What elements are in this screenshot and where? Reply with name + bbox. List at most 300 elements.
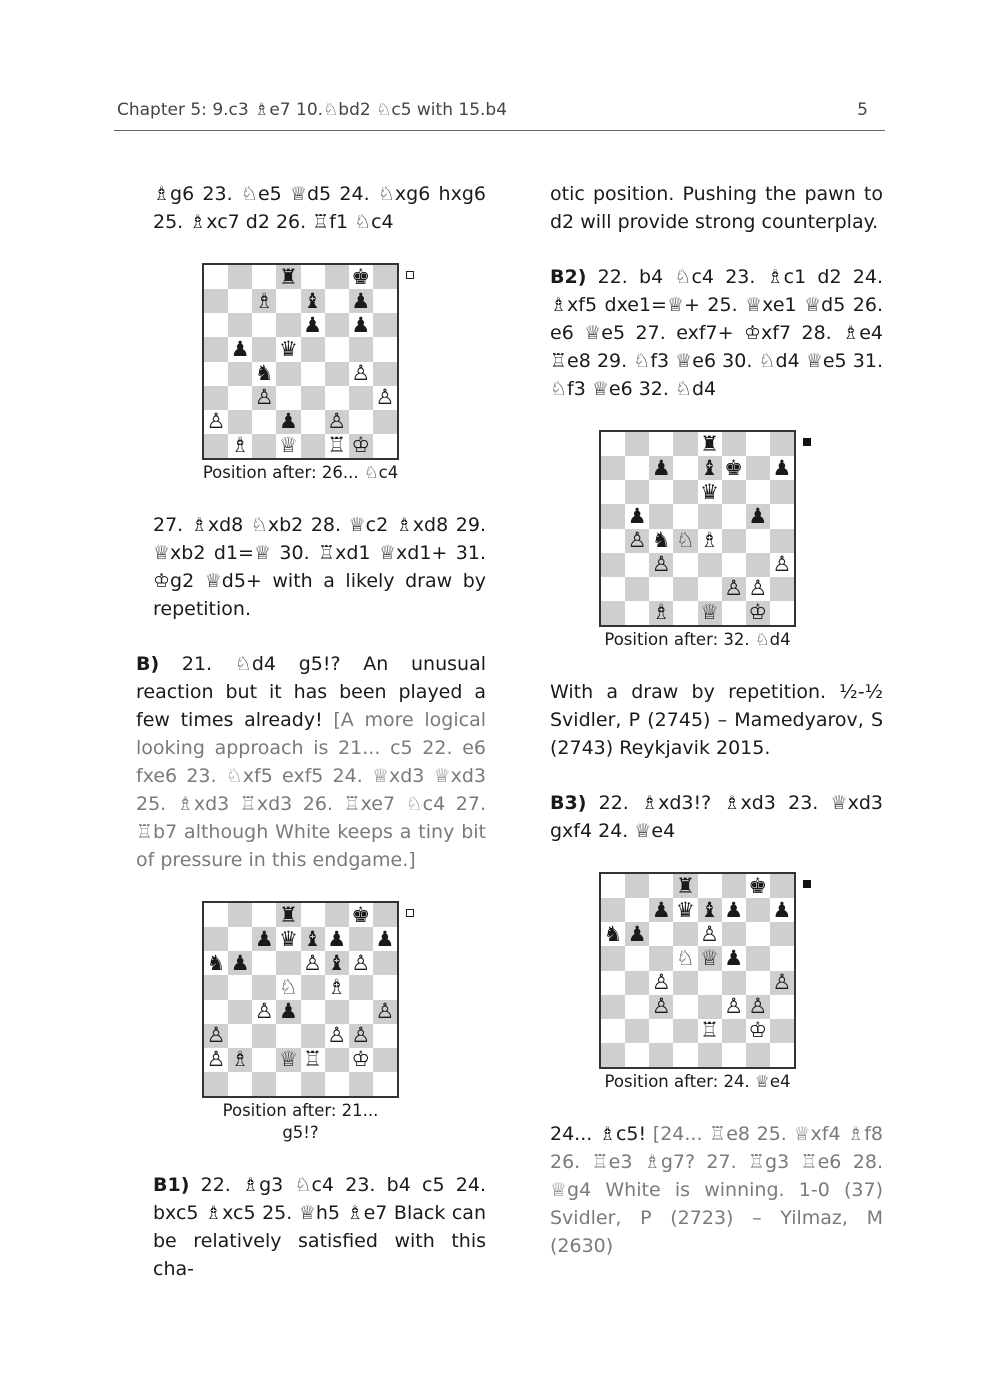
board-square [625,601,649,625]
board-square [673,480,697,504]
page-number: 5 [857,100,868,120]
board-square [625,874,649,898]
board-square [252,1072,276,1096]
board-square [228,1072,252,1096]
move-text: ♗g6 23. ♘e5 ♕d5 24. ♘xg6 hxg6 25. ♗xc7 d2 26. ♖f1 ♘c4 [153,183,486,233]
white-bishop-icon: ♗ [325,975,349,999]
board-square [325,289,349,313]
white-queen-icon: ♕ [276,434,300,458]
board-square [204,434,228,458]
board-square [349,927,373,951]
annotation-note: [24... ♖e8 25. ♕xf4 ♗f8 26. ♖e3 ♗g7? 27. ♖g3 ♖e6 28. ♕g4 White is winning. 1-0 (37) Svidler, P (2723) – Yilmaz, M (2630) [550,1123,884,1257]
board-square [373,434,397,458]
black-knight-icon: ♞ [649,529,673,553]
board-square [770,480,794,504]
variation-label: B) [136,653,160,675]
diagram-figure [202,901,486,1144]
black-rook-icon: ♜ [698,432,722,456]
board-square [228,410,252,434]
board-square [601,529,625,553]
white-bishop-icon: ♗ [228,434,252,458]
board-square [601,577,625,601]
board-square [746,971,770,995]
board-square [673,1019,697,1043]
board-square [601,995,625,1019]
white-pawn-icon: ♙ [746,577,770,601]
board-square [204,386,228,410]
right-column [550,180,883,1287]
board-square [673,971,697,995]
white-pawn-icon: ♙ [325,410,349,434]
chapter-title: Chapter 5: 9.c3 ♗e7 10.♘bd2 ♘c5 with 15.b4 [117,100,508,120]
board-square [252,313,276,337]
board-square [301,410,325,434]
white-bishop-icon: ♗ [698,529,722,553]
board-square [373,337,397,361]
black-pawn-icon: ♟ [373,927,397,951]
black-pawn-icon: ♟ [252,927,276,951]
board-square [625,971,649,995]
black-pawn-icon: ♟ [325,927,349,951]
white-pawn-icon: ♙ [649,553,673,577]
diagram-caption: Position after: 24. ♕e4 [604,1072,791,1091]
white-king-icon: ♔ [349,1048,373,1072]
variation-label: B1) [153,1174,190,1196]
white-pawn-icon: ♙ [649,995,673,1019]
board-square [301,386,325,410]
board-square [770,529,794,553]
board-square [673,504,697,528]
diagram-caption: Position after: 32. ♘d4 [604,630,791,649]
white-queen-icon: ♕ [698,946,722,970]
white-pawn-icon: ♙ [301,951,325,975]
annotation-note: [A more logical looking approach is 21... c5 22. e6 fxe6 23. ♘xf5 exf5 24. ♕xd3 ♕xd3 25. ♗xd3 ♖xd3 26. ♖xe7 ♘c4 27. ♖b7 although White keeps a tiny bit of pressure in this endgame.] [136,709,486,871]
board-square [276,1072,300,1096]
white-knight-icon: ♘ [276,975,300,999]
board-square [349,1072,373,1096]
board-square [252,1048,276,1072]
chess-board [202,263,399,460]
board-square [204,1000,228,1024]
white-knight-icon: ♘ [673,529,697,553]
variation-text: 22. ♗g3 ♘c4 23. b4 c5 24. bxc5 ♗xc5 25. ♕h5 ♗e7 Black can be relatively satisfied with this cha- [153,1174,486,1280]
board-square [649,946,673,970]
board-square [228,975,252,999]
diagram-caption: Position after: 26... ♘c4 [202,463,399,482]
black-king-icon: ♚ [722,456,746,480]
board-square [770,946,794,970]
board-square [276,386,300,410]
board-square [204,975,228,999]
diagram-caption: Position after: 21... g5!? [222,1101,379,1142]
board-square [325,362,349,386]
board-square [625,946,649,970]
black-bishop-icon: ♝ [301,927,325,951]
board-square [228,313,252,337]
black-pawn-icon: ♟ [276,1000,300,1024]
board-square [301,1024,325,1048]
board-square [649,1043,673,1067]
board-square [252,903,276,927]
board-square [770,1043,794,1067]
variation-b [136,650,486,874]
white-rook-icon: ♖ [325,434,349,458]
board-square [325,1000,349,1024]
white-king-icon: ♔ [746,1019,770,1043]
board-square [746,898,770,922]
black-pawn-icon: ♟ [625,504,649,528]
board-square [373,289,397,313]
board-square [373,410,397,434]
board-square [228,1024,252,1048]
white-pawn-icon: ♙ [722,995,746,1019]
black-king-icon: ♚ [746,874,770,898]
board-square [325,337,349,361]
black-to-move-icon [803,880,811,888]
chess-board [202,901,399,1098]
board-square [625,432,649,456]
black-rook-icon: ♜ [276,903,300,927]
board-square [746,922,770,946]
black-pawn-icon: ♟ [649,898,673,922]
board-square [746,553,770,577]
board-square [770,432,794,456]
board-square [276,289,300,313]
white-pawn-icon: ♙ [698,922,722,946]
board-square [722,874,746,898]
board-square [349,386,373,410]
board-square [349,975,373,999]
black-pawn-icon: ♟ [276,410,300,434]
board-square [252,337,276,361]
board-square [698,995,722,1019]
board-square [228,927,252,951]
board-square [204,1072,228,1096]
white-pawn-icon: ♙ [349,362,373,386]
board-square [673,577,697,601]
board-square [625,995,649,1019]
board-square [204,289,228,313]
board-square [625,1019,649,1043]
board-square [698,577,722,601]
board-square [770,995,794,1019]
board-square [325,1072,349,1096]
white-bishop-icon: ♗ [228,1048,252,1072]
board-square [746,1043,770,1067]
black-king-icon: ♚ [349,903,373,927]
board-square [698,553,722,577]
board-square [673,432,697,456]
black-queen-icon: ♛ [276,337,300,361]
board-square [722,529,746,553]
black-bishop-icon: ♝ [301,289,325,313]
white-pawn-icon: ♙ [252,1000,276,1024]
board-square [301,337,325,361]
board-square [276,362,300,386]
result-text: With a draw by repetition. ½-½ Svidler, P (2745) – Mamedyarov, S (2743) Reykjavik 2015. [550,681,883,759]
board-square [204,265,228,289]
board-square [325,1048,349,1072]
board-square [722,553,746,577]
board-square [673,1043,697,1067]
board-square [649,874,673,898]
board-square [252,410,276,434]
black-queen-icon: ♛ [698,480,722,504]
chess-board [599,430,796,627]
board-square [722,432,746,456]
black-pawn-icon: ♟ [349,313,373,337]
board-square [601,456,625,480]
black-bishop-icon: ♝ [325,951,349,975]
board-square [649,577,673,601]
board-square [204,313,228,337]
variation-b2 [550,263,883,403]
board-square [276,951,300,975]
board-square [601,553,625,577]
diagram-figure [202,263,486,484]
black-pawn-icon: ♟ [301,313,325,337]
board-square [228,289,252,313]
board-square [625,480,649,504]
board-square [373,1024,397,1048]
variation-text: 22. b4 ♘c4 23. ♗c1 d2 24. ♗xf5 dxe1=♕+ 25. ♕xe1 ♕d5 26. e6 ♕e5 27. exf7+ ♔xf7 28. ♗e4 ♖e8 29. ♘f3 ♕e6 30. ♘d4 ♕e5 31. ♘f3 ♕e6 32. ♘d4 [550,266,883,400]
board-square [625,456,649,480]
board-square [373,313,397,337]
black-pawn-icon: ♟ [770,898,794,922]
board-square [649,922,673,946]
board-square [722,1019,746,1043]
white-bishop-icon: ♗ [649,601,673,625]
move-text: otic position. Pushing the pawn to d2 will provide strong counterplay. [550,183,883,233]
white-to-move-icon [406,909,414,917]
white-pawn-icon: ♙ [349,1024,373,1048]
white-king-icon: ♔ [746,601,770,625]
white-knight-icon: ♘ [673,946,697,970]
black-knight-icon: ♞ [204,951,228,975]
variation-text: 21. ♘d4 g5!? An unusual reaction but it has been played a few times already! [136,653,486,731]
board-square [601,601,625,625]
board-square [228,386,252,410]
board-square [722,971,746,995]
board-square [204,927,228,951]
board-square [601,504,625,528]
board-square [601,1019,625,1043]
black-queen-icon: ♛ [276,927,300,951]
board-grid [204,265,397,458]
board-grid [601,874,794,1067]
board-square [649,504,673,528]
white-rook-icon: ♖ [301,1048,325,1072]
black-pawn-icon: ♟ [649,456,673,480]
board-square [746,946,770,970]
board-square [770,504,794,528]
board-square [722,922,746,946]
black-pawn-icon: ♟ [746,504,770,528]
black-pawn-icon: ♟ [228,951,252,975]
board-square [673,995,697,1019]
board-square [228,1000,252,1024]
diagram-figure [599,872,883,1093]
black-rook-icon: ♜ [673,874,697,898]
board-square [770,577,794,601]
variation-label: B2) [550,266,587,288]
white-pawn-icon: ♙ [252,386,276,410]
board-square [252,265,276,289]
black-queen-icon: ♛ [673,898,697,922]
black-king-icon: ♚ [349,265,373,289]
board-square [325,265,349,289]
board-square [228,265,252,289]
chess-board [599,872,796,1069]
black-to-move-icon [803,438,811,446]
black-bishop-icon: ♝ [698,898,722,922]
white-pawn-icon: ♙ [204,1024,228,1048]
board-square [349,1000,373,1024]
board-square [601,898,625,922]
running-header [117,100,884,128]
white-pawn-icon: ♙ [770,971,794,995]
board-square [673,922,697,946]
white-pawn-icon: ♙ [373,386,397,410]
white-rook-icon: ♖ [698,1019,722,1043]
board-square [722,504,746,528]
board-square [649,480,673,504]
board-square [301,362,325,386]
board-square [746,432,770,456]
board-square [252,434,276,458]
board-square [601,1043,625,1067]
board-square [770,1019,794,1043]
board-square [276,1024,300,1048]
white-to-move-icon [406,271,414,279]
board-square [601,432,625,456]
black-pawn-icon: ♟ [349,289,373,313]
black-bishop-icon: ♝ [698,456,722,480]
board-square [698,504,722,528]
board-square [252,975,276,999]
variation-b1 [136,1171,486,1283]
board-square [373,265,397,289]
white-pawn-icon: ♙ [349,951,373,975]
board-square [204,337,228,361]
board-square [373,1072,397,1096]
board-square [649,1019,673,1043]
board-square [673,456,697,480]
white-queen-icon: ♕ [276,1048,300,1072]
white-pawn-icon: ♙ [625,529,649,553]
white-pawn-icon: ♙ [770,553,794,577]
white-pawn-icon: ♙ [722,577,746,601]
board-square [625,577,649,601]
board-grid [204,903,397,1096]
board-square [373,1048,397,1072]
board-square [673,553,697,577]
diagram-figure [599,430,883,651]
board-square [349,410,373,434]
board-square [770,601,794,625]
board-square [228,903,252,927]
black-pawn-icon: ♟ [770,456,794,480]
move-text: 27. ♗xd8 ♘xb2 28. ♕c2 ♗xd8 29. ♕xb2 d1=♕ 30. ♖xd1 ♕xd1+ 31. ♔g2 ♕d5+ with a likely draw by repetition. [153,514,486,620]
board-square [746,529,770,553]
board-square [301,1000,325,1024]
board-square [601,971,625,995]
black-pawn-icon: ♟ [625,922,649,946]
white-pawn-icon: ♙ [649,971,673,995]
board-square [325,386,349,410]
white-pawn-icon: ♙ [204,410,228,434]
white-queen-icon: ♕ [698,601,722,625]
board-square [228,362,252,386]
board-square [301,975,325,999]
board-square [301,903,325,927]
variation-label: B3) [550,792,587,814]
white-king-icon: ♔ [349,434,373,458]
black-rook-icon: ♜ [276,265,300,289]
board-square [601,874,625,898]
board-square [349,337,373,361]
board-square [301,265,325,289]
board-square [770,922,794,946]
board-square [746,480,770,504]
board-square [373,903,397,927]
board-square [252,951,276,975]
board-square [204,362,228,386]
white-pawn-icon: ♙ [325,1024,349,1048]
board-grid [601,432,794,625]
board-square [373,951,397,975]
board-square [601,946,625,970]
left-column [136,180,486,1310]
board-square [204,903,228,927]
variation-text: 22. ♗xd3!? ♗xd3 23. ♕xd3 gxf4 24. ♕e4 [550,792,883,842]
board-square [301,1072,325,1096]
board-square [625,553,649,577]
white-pawn-icon: ♙ [373,1000,397,1024]
move-text: 24... ♗c5! [550,1123,653,1145]
black-knight-icon: ♞ [601,922,625,946]
black-knight-icon: ♞ [252,362,276,386]
board-square [673,601,697,625]
black-pawn-icon: ♟ [722,898,746,922]
board-square [746,456,770,480]
board-square [722,1043,746,1067]
board-square [325,903,349,927]
white-pawn-icon: ♙ [746,995,770,1019]
board-square [625,898,649,922]
white-pawn-icon: ♙ [204,1048,228,1072]
header-rule [114,130,885,131]
board-square [301,434,325,458]
board-square [698,971,722,995]
board-square [373,362,397,386]
board-square [373,975,397,999]
board-square [325,313,349,337]
board-square [625,1043,649,1067]
board-square [649,432,673,456]
board-square [698,874,722,898]
variation-b3 [550,789,883,845]
board-square [601,480,625,504]
board-square [698,1043,722,1067]
board-square [276,313,300,337]
black-pawn-icon: ♟ [722,946,746,970]
continuation-text [550,1120,883,1260]
board-square [722,480,746,504]
white-bishop-icon: ♗ [252,289,276,313]
board-square [722,601,746,625]
board-square [252,1024,276,1048]
